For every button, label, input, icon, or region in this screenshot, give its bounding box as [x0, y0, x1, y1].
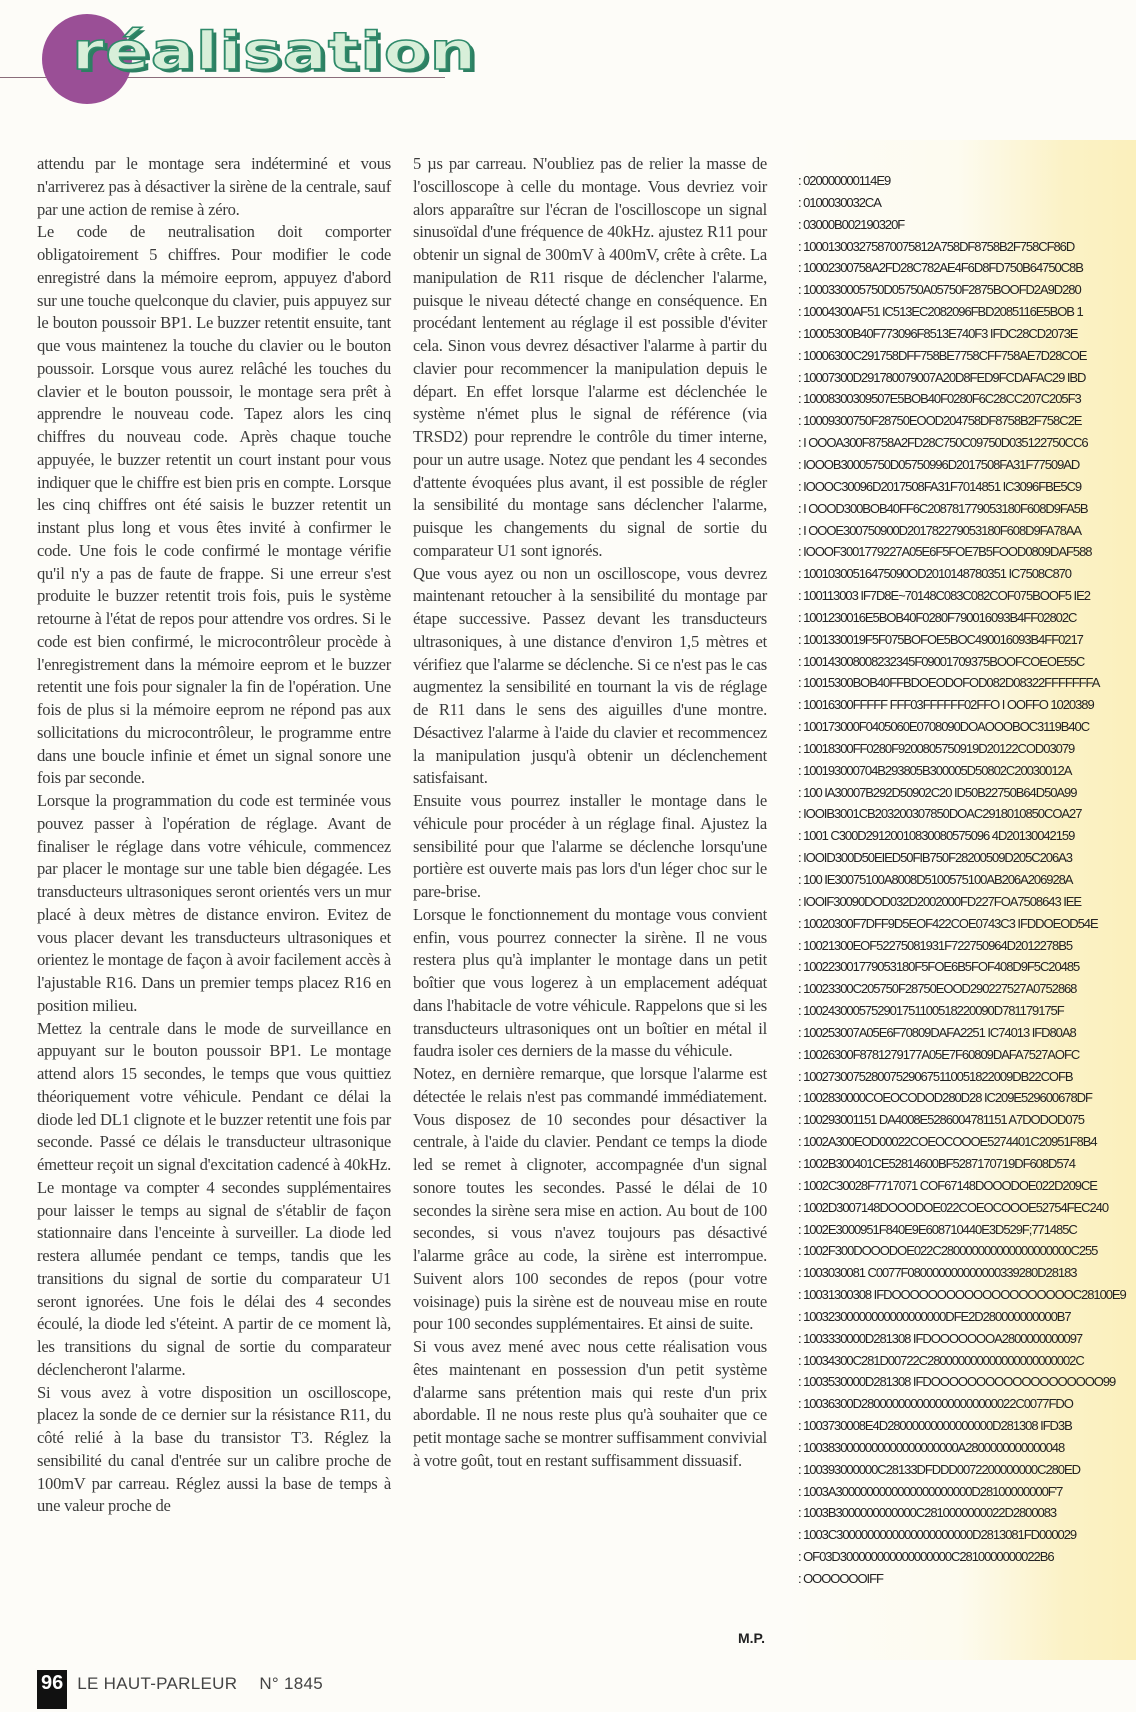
hex-line: : 1002830000COEOCODOD280D28 IC209E529600678DF [798, 1090, 1092, 1106]
hex-line: : 1003330000D281308 IFDOOOOOOOA2800000000097 [798, 1330, 1083, 1346]
hex-line: : IOOOB30005750D05750996D2017508FA31F77509AD [798, 456, 1080, 472]
hex-line: : 1002C30028F7717071 COF67148DOOODOE022D209CE [798, 1177, 1097, 1193]
hex-line: : 100393000000C28133DFDDD0072200000000C280ED [798, 1461, 1080, 1477]
hex-line: : 100173000F0405060E0708090DOAOOOBOC3119B40C [798, 719, 1090, 735]
hex-line: : 10016300FFFFF FFF03FFFFFF02FFO I OOFFO 1020389 [798, 697, 1094, 713]
hex-line: : 10002300758A2FD28C782AE4F6D8FD750B64750C8B [798, 260, 1083, 276]
section-header [0, 0, 500, 120]
hex-line: : IOOID300D50EIED50FIB750F28200509D205C206A3 [798, 850, 1072, 866]
hex-line: : 1002B300401CE52814600BF5287170719DF608D574 [798, 1155, 1075, 1171]
hex-line: : 100223001779053180F5FOE6B5FOF408D9F5C20485 [798, 959, 1080, 975]
section-title: réalisation [72, 22, 478, 82]
hex-line: : 1003730008E4D28000000000000000D281308 IFD3B [798, 1418, 1072, 1434]
hex-line: : I OOOE300750900D201782279053180F608D9FA78AA [798, 522, 1082, 538]
hex-line: : 10023300C205750F28750EOOD290227527A0752868 [798, 981, 1077, 997]
hex-line: : 1003530000D281308 IFDOOOOOOOOOOOOOOOOOOO99 [798, 1374, 1116, 1390]
hex-line: : 10006300C291758DFF758BE7758CFF758AE7D28COE [798, 347, 1087, 363]
paragraph: attendu par le montage sera indéterminé et vous n'arriverez pas à désactiver la sirène de la centrale, sauf par une action de remise à zéro. [37, 154, 391, 219]
hex-line: : IOOOF3001779227A05E6F5FOE7B5FOOD0809DAF588 [798, 544, 1092, 560]
hex-line: : IOOOC30096D2017508FA31F7014851 IC3096FBE5C9 [798, 478, 1082, 494]
hex-line: : 100253007A05E6F70809DAFA2251 IC74013 IFD80A8 [798, 1024, 1076, 1040]
publication-name: LE HAUT-PARLEUR [77, 1674, 238, 1693]
hex-line: : 1002430005752901751100518220090D781179175F [798, 1003, 1064, 1019]
paragraph: Lorsque la programmation du code est terminée vous pouvez passer à l'opération de réglage. Avant de finaliser le réglage dans votre véhicule, commencez par placer le montage sur une table bien dégagée. Les transducteurs ultrasoniques seront orientés vers un mur placé à deux mètres de distance environ. Evitez de vous placer devant les transducteurs ultrasoniques et orientez le montage de façon à avoir facilement accès à l'ajustable R16. Dans un premier temps placez R16 en position milieu. [37, 791, 391, 1015]
hex-line: : 10026300F8781279177A05E7F60809DAFA7527AOFC [798, 1046, 1080, 1062]
hex-line: : 100 IE30075100A8008D5100575100AB206A206928A [798, 872, 1073, 887]
hex-line: : 1003C3000000000000000000000D2813081FD000029 [798, 1527, 1077, 1543]
paragraph: Mettez la centrale dans le mode de surveillance en appuyant sur le bouton poussoir BP1. Le montage attend alors 15 secondes, le temps que vous quittiez théoriquement votre véhicule. Pendant ce délai la diode led DL1 clignote et le buzzer retentit une fois par seconde. Passé ce délais le transducteur ultrasonique émetteur reçoit un signal d'excitation cadencé à 40kHz. Le montage va compter 4 secondes supplémentaires pour laisser le temps au signal de s'établir de façon stationnaire dans l'enceinte à surveiller. La diode led restera allumée pendant ce temps, tandis que les transitions du signal de sortie du comparateur U1 seront ignorées. Une fois le délai des 4 secondes écoulé, la diode led s'éteint. A partir de ce moment là, les transitions du signal de sortie du comparateur déclencheront l'alarme. [37, 1018, 391, 1379]
hex-line: : 10034300C281D00722C280000000000000000000002C [798, 1352, 1084, 1368]
hex-line: : 100013003275870075812A758DF8758B2F758CF86D [798, 238, 1075, 254]
paragraph: Que vous ayez ou non un oscilloscope, vous devrez maintenant retoucher à la sensibilité du montage par étape successive. Passez devant les transducteurs ultrasoniques, à une distance d'environ 1,5 mètres et vérifiez que l'alarme se déclenche. Si ce n'est pas le cas augmentez la sensibilité en tournant la vis de réglage de R11 dans le sens des aiguilles d'une montre. Désactivez l'alarme à l'aide du clavier et recommencez la manipulation jusqu'à obtenir un déclenchement satisfaisant. [413, 563, 767, 788]
hex-line: : 10036300D2800000000000000000000022C0077FDO [798, 1396, 1073, 1412]
issue-number: N° 1845 [259, 1674, 324, 1693]
hex-line: : 1003030081 C0077F080000000000000339280D28183 [798, 1265, 1077, 1281]
hex-line: : I OOOD300BOB40FF6C208781779053180F608D9FA5B [798, 500, 1088, 516]
hex-line: : 10031300308 IFDOOOOOOOOOOOOOOOOOOOOC28100E9 [798, 1287, 1126, 1303]
page-number: 96 [37, 1670, 67, 1709]
hex-line: : OF03D300000000000000000C2810000000022B6 [798, 1549, 1054, 1565]
hex-line: : 100193000704B293805B300005D50802C20030012A [798, 762, 1072, 778]
hex-line: : 1001230016E5BOB40F0280F790016093B4FF02802C [798, 609, 1077, 625]
paragraph: Le code de neutralisation doit comporter obligatoirement 5 chiffres. Pour modifier le code enregistré dans la mémoire eeprom, appuyez d'abord sur une touche quelconque du clavier, puis appuyez sur le bouton poussoir BP1. Le buzzer retentit ensuite, tant que vous maintenez la touche du clavier ou le bouton poussoir. Lorsque vous aurez relâché les touches du clavier et le bouton poussoir, le montage sera prêt à apprendre le nouveau code. Tapez alors les cinq chiffres du nouveau code. Après chaque touche appuyée, le buzzer retentit un court instant pour vous indiquer que le chiffre est bien pris en compte. Lorsque les cinq chiffres ont été saisis le buzzer retentit un instant plus long et vous êtes invité à confirmer le code. Une fois le code confirmé le montage vérifie qu'il n'y a pas de faute de frappe. Si une erreur s'est produite le buzzer retentit trois fois, puis le système retourne à l'état de repos pour attendre vos ordres. Si le code est bien confirmé, le microcontrôleur procède à l'enregistrement dans la mémoire eeprom et le buzzer retentit une fois pour signaler la fin de l'opération. Une fois de plus si la mémoire eeprom ne répond pas aux sollicitations du microcontrôleur, le programme entre dans une boucle infinie et émet un signal sonore une fois par seconde. [37, 222, 391, 788]
article-column-2 [413, 153, 767, 1473]
hex-line: : 10018300FF0280F9200805750919D20122COD03079 [798, 740, 1075, 756]
hex-line: : 10015300BOB40FFBDOEODOFOD082D08322FFFFFFFA [798, 675, 1100, 691]
hex-line: : 03000B002190320F [798, 216, 905, 232]
paragraph: Ensuite vous pourrez installer le montage dans le véhicule pour procéder à un réglage final. Ajustez la sensibilité pour que l'alarme se déclenche lorsqu'une portière est ouverte mais pas lors d'un léger choc sur le pare-brise. [413, 791, 767, 901]
hex-line: : 10021300EOF52275081931F722750964D2012278B5 [798, 937, 1073, 953]
hex-line: : 10020300F7DFF9D5EOF422COE0743C3 IFDDOEOD54E [798, 915, 1098, 931]
hex-line: : 100293001151 DA4008E5286004781151 A7DODOD075 [798, 1112, 1084, 1128]
hex-line: : 1002E3000951F840E9E608710440E3D529F;771485C [798, 1221, 1077, 1237]
hex-line: : 1002D3007148DOOODOE022COEOCOOOE52754FEC240 [798, 1199, 1109, 1215]
hex-line: : 1002730075280075290675110051822009DB22COFB [798, 1068, 1073, 1084]
hex-line: : 1003830000000000000000000A2800000000000048 [798, 1439, 1065, 1455]
hex-line: : 10032300000000000000000DFE2D280000000000B7 [798, 1308, 1071, 1324]
hex-line: : 10010300516475090OD2010148780351 IC7508C870 [798, 566, 1071, 582]
hex-line: : 10004300AF51 IC513EC2082096FBD2085116E5BOB 1 [798, 304, 1083, 320]
hex-line: : IOOIF30090DOD032D2002000FD227FOA7508643 IEE [798, 893, 1082, 909]
hex-line: : 1001330019F5F075BOFOE5BOC490016093B4FF0217 [798, 631, 1083, 647]
hex-line: : 100 IA30007B292D50902C20 ID50B22750B64D50A99 [798, 784, 1077, 800]
hex-line: : 1003B3000000000000C2810000000022D2800083 [798, 1505, 1057, 1521]
hex-line: : I OOOA300F8758A2FD28C750C09750D035122750CC6 [798, 435, 1088, 451]
hex-line: : 10008300309507E5BOB40F0280F6C28CC207C205F3 [798, 391, 1081, 407]
hex-line: : 1002A300EOD00022COEOCOOOE5274401C20951F8B4 [798, 1134, 1097, 1150]
hex-line: : 1000330005750D05750A05750F2875BOOFD2A9D280 [798, 282, 1081, 298]
hex-line: : 10007300D291780079007A20D8FED9FCDAFAC29 IBD [798, 369, 1086, 385]
hex-line: : 0100030032CA [798, 194, 881, 210]
article-column-1 [37, 153, 391, 1518]
paragraph: Notez, en dernière remarque, que lorsque l'alarme est détectée le relais n'est pas commandé immédiatement. Vous disposez de 10 secondes pour désactiver la centrale, à l'aide du clavier. Pendant ce temps la diode led se remet à clignoter, accompagnée d'un signal sonore toutes les secondes. Passé le délai de 10 secondes la sirène sera mise en action. Au bout de 100 secondes, si vous n'avez toujours pas désactivé l'alarme grâce au code, la sirène est interrompue. Suivent alors 100 secondes de repos (pour votre voisinage) puis la sirène est de nouveau mise en route pour 100 secondes supplémentaires. Et ainsi de suite. [413, 1064, 767, 1334]
hex-line: : IOOIB3001CB203200307850DOAC2918010850COA27 [798, 806, 1082, 822]
hex-line: : 1002F300DOOODOE022C280000000000000000000C255 [798, 1243, 1098, 1259]
paragraph: Si vous avez mené avec nous cette réalisation vous êtes maintenant en possession d'un petit système d'alarme sans prétention mais qui reste d'un prix abordable. Il ne nous reste plus qu'à souhaiter que ce petit montage sache se montrer suffisamment convivial à votre goût, tout en restant suffisamment dissuasif. [413, 1337, 767, 1470]
hex-line: : 10009300750F28750EOOD204758DF8758B2F758C2E [798, 413, 1082, 429]
hex-line: : 1003A3000000000000000000000D28100000000F'7 [798, 1483, 1063, 1499]
paragraph: Si vous avez à votre disposition un oscilloscope, placez la sonde de ce dernier sur la résistance R11, du côté relié à la base du transistor T3. Réglez la sensibilité du canal d'entrée sur un calibre proche de 100mV par carreau. Réglez aussi la base de temps à une valeur proche de [37, 1382, 391, 1516]
paragraph: 5 µs par carreau. N'oubliez pas de relier la masse de l'oscilloscope à celle du montage. Vous devriez voir alors apparaître sur l'écran de l'oscilloscope un signal sinusoïdal d'une fréquence de 40kHz. ajustez R11 pour obtenir un signal de 300mV à 400mV, crête à crête. La manipulation de R11 risque de déclencher l'alarme, puisque le niveau détecté change en conséquence. En procédant lentement au réglage il est possible d'éviter cela. Sinon vous devrez désactiver l'alarme à partir du clavier pour recommencer la manipulation depuis le départ. En effet lorsque l'alarme est déclenchée le système n'émet plus le signal de référence (via TRSD2) pour reprendre le contrôle du timer interne, pour un autre usage. Notez que pendant les 4 secondes d'attente évoquées plus avant, il est possible de régler la sensibilité du montage sans déclencher l'alarme, puisque les changements du signal de sortie du comparateur U1 sont ignorés. [413, 154, 767, 560]
hex-line: : 10005300B40F773096F8513E740F3 IFDC28CD2073E [798, 325, 1078, 341]
hex-line: : 1001 C300D29120010830080575096 4D20130042159 [798, 828, 1075, 844]
hex-line: : 100143008008232345F09001709375BOOFCOEOE55C [798, 653, 1085, 669]
page-footer [37, 1670, 345, 1712]
publication-info [77, 1670, 345, 1694]
paragraph: Lorsque le fonctionnement du montage vous convient enfin, vous pourrez connecter la sirène. Il ne vous restera plus qu'à implanter le montage dans un petit boîtier que vous logerez à un emplacement adéquat dans l'habitacle de votre véhicule. Rappelons que si les transducteurs ultrasoniques ont un boîtier en métal il faudra isoler ces derniers de la masse du véhicule. [413, 904, 767, 1061]
author-signature: M.P. [738, 1630, 765, 1646]
hex-listing [798, 170, 1136, 1590]
hex-line: : OOOOOOOIFF [798, 1571, 883, 1586]
hex-line: : 020000000114E9 [798, 173, 891, 188]
hex-line: : 100113003 IF7D8E~70148C083C082COF075BOOF5 IE2 [798, 588, 1090, 604]
